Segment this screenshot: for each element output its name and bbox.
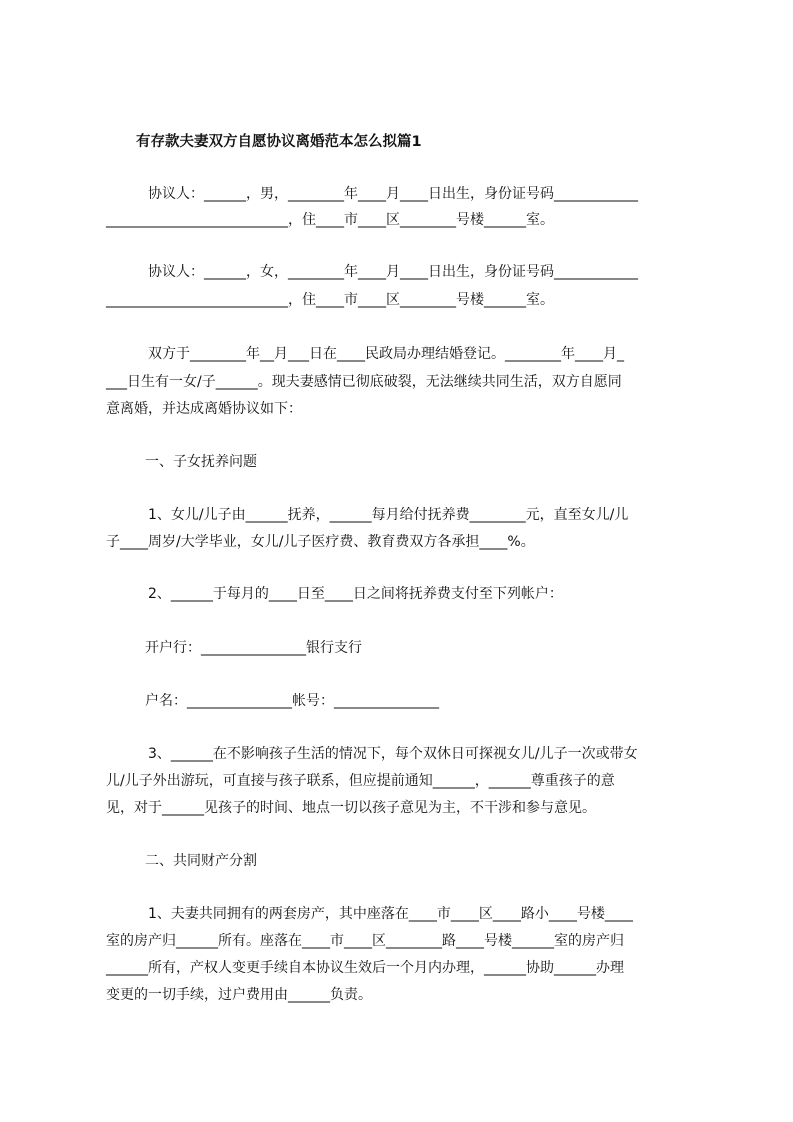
section1-item1-line2: 子____周岁/大学毕业，女儿/儿子医疗费、教育费双方各承担____%。 [106,534,535,550]
document-title: 有存款夫妻双方自愿协议离婚范本怎么拟篇1 [136,134,422,150]
intro-line3: 意离婚，并达成离婚协议如下： [106,401,302,417]
section2-heading: 二、共同财产分割 [145,853,257,869]
party1-line1: 协议人：______，男，________年____月____日出生，身份证号码____________ [148,186,638,202]
intro-line1: 双方于________年__月___日在____民政局办理结婚登记。________年____月_ [148,346,624,362]
bank-line: 开户行：_______________银行支行 [145,640,362,656]
section1-item3-line3: 见，对于______见孩子的时间、地点一切以孩子意见为主，不干涉和参与意见。 [106,800,596,816]
section2-item1-line2: 室的房产归______所有。座落在____市____区________路____号楼______室的房产归 [106,933,624,949]
section1-item2: 2、______于每月的____日至____日之间将抚养费支付至下列帐户： [148,586,563,602]
party2-line2: __________________________，住____市____区________号楼______室。 [106,292,554,308]
party1-line2: __________________________，住____市____区________号楼______室。 [106,212,554,228]
section2-item1-line1: 1、夫妻共同拥有的两套房产，其中座落在____市____区____路小____号楼____ [148,906,633,922]
section1-item3-line1: 3、______在不影响孩子生活的情况下，每个双休日可探视女儿/儿子一次或带女 [148,746,638,762]
party2-line1: 协议人：______，女，________年____月____日出生，身份证号码____________ [148,264,638,280]
section2-item1-line3: ______所有，产权人变更手续自本协议生效后一个月内办理，______协助______办理 [106,960,624,976]
section2-item1-line4: 变更的一切手续，过户费用由______负责。 [106,987,372,1003]
section1-heading: 一、子女抚养问题 [145,454,257,470]
account-line: 户名：_______________帐号：_______________ [145,693,439,709]
intro-line2: ___日生有一女/子______。现夫妻感情已彻底破裂，无法继续共同生活，双方自愿同 [106,374,622,390]
section1-item1-line1: 1、女儿/儿子由______抚养，______每月给付抚养费________元，直至女儿/儿 [148,507,629,523]
section1-item3-line2: 儿/儿子外出游玩，可直接与孩子联系，但应提前通知______，______尊重孩子的意 [106,773,615,789]
